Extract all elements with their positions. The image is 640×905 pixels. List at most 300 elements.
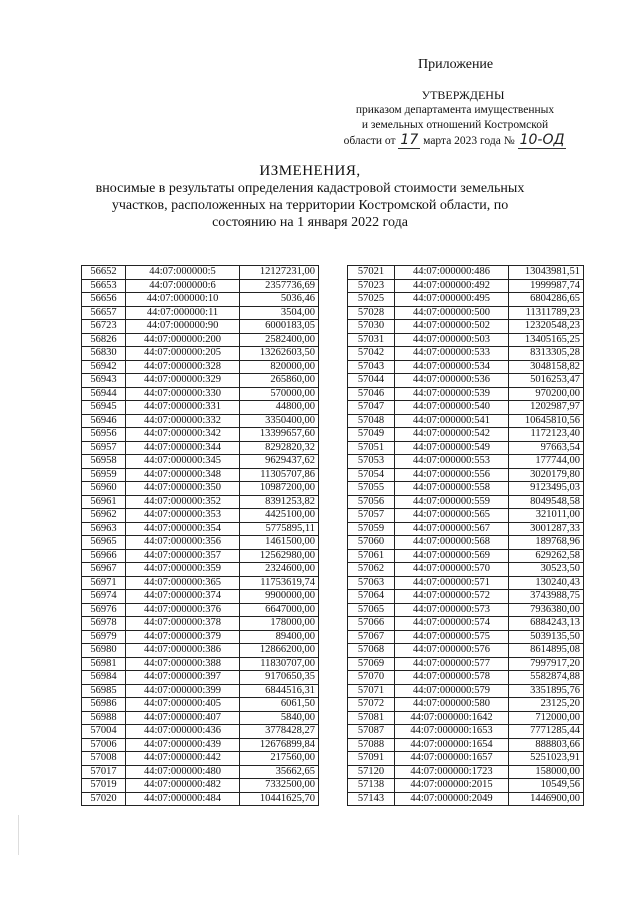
decree-day-handwritten: 17: [400, 132, 419, 148]
cadastral-value-cell: 6061,50: [240, 698, 319, 712]
row-number-cell: 57025: [348, 293, 395, 307]
cadastral-number-cell: 44:07:000000:576: [395, 644, 509, 658]
row-number-cell: 56960: [82, 482, 126, 496]
cadastral-value-cell: 44800,00: [240, 401, 319, 415]
cadastral-value-cell: 89400,00: [240, 630, 319, 644]
table-row: [348, 428, 584, 442]
cadastral-value-cell: 9170650,35: [240, 671, 319, 685]
cadastral-value-cell: 10549,56: [509, 779, 584, 793]
table-row: [82, 482, 319, 496]
row-number-cell: 56657: [82, 306, 126, 320]
row-number-cell: 56962: [82, 509, 126, 523]
table-row: [348, 347, 584, 361]
cadastral-value-cell: 888803,66: [509, 738, 584, 752]
subtitle-line-3: состоянию на 1 января 2022 года: [212, 215, 408, 230]
cadastral-value-cell: 3001287,33: [509, 522, 584, 536]
cadastral-value-cell: 4425100,00: [240, 509, 319, 523]
table-row: [348, 374, 584, 388]
row-number-cell: 56985: [82, 684, 126, 698]
cadastral-number-cell: 44:07:000000:439: [126, 738, 240, 752]
cadastral-value-cell: 178000,00: [240, 617, 319, 631]
table-row: [348, 752, 584, 766]
cadastral-number-cell: 44:07:000000:352: [126, 495, 240, 509]
cadastral-value-cell: 1999987,74: [509, 279, 584, 293]
table-row: [348, 644, 584, 658]
row-number-cell: 57063: [348, 576, 395, 590]
row-number-cell: 57042: [348, 347, 395, 361]
row-number-cell: 57059: [348, 522, 395, 536]
row-number-cell: 57047: [348, 401, 395, 415]
cadastral-value-cell: 3020179,80: [509, 468, 584, 482]
cadastral-number-cell: 44:07:000000:565: [395, 509, 509, 523]
cadastral-number-cell: 44:07:000000:436: [126, 725, 240, 739]
row-number-cell: 57028: [348, 306, 395, 320]
cadastral-number-cell: 44:07:000000:1657: [395, 752, 509, 766]
cadastral-value-cell: 7936380,00: [509, 603, 584, 617]
table-row: [348, 509, 584, 523]
cadastral-number-cell: 44:07:000000:350: [126, 482, 240, 496]
table-row: [348, 576, 584, 590]
cadastral-number-cell: 44:07:000000:378: [126, 617, 240, 631]
cadastral-number-cell: 44:07:000000:359: [126, 563, 240, 577]
cadastral-value-cell: 177744,00: [509, 455, 584, 469]
cadastral-value-cell: 1172123,40: [509, 428, 584, 442]
table-row: [82, 266, 319, 280]
cadastral-value-cell: 30523,50: [509, 563, 584, 577]
cadastral-value-cell: 3351895,76: [509, 684, 584, 698]
cadastral-value-cell: 3743988,75: [509, 590, 584, 604]
cadastral-value-cell: 8292820,32: [240, 441, 319, 455]
cadastral-number-cell: 44:07:000000:331: [126, 401, 240, 415]
row-number-cell: 57062: [348, 563, 395, 577]
cadastral-number-cell: 44:07:000000:579: [395, 684, 509, 698]
cadastral-value-cell: 6647000,00: [240, 603, 319, 617]
cadastral-number-cell: 44:07:000000:332: [126, 414, 240, 428]
table-row: [348, 563, 584, 577]
table-row: [348, 698, 584, 712]
row-number-cell: 57019: [82, 779, 126, 793]
cadastral-value-cell: 158000,00: [509, 765, 584, 779]
cadastral-value-cell: 5582874,88: [509, 671, 584, 685]
table-row: [348, 684, 584, 698]
cadastral-value-cell: 570000,00: [240, 387, 319, 401]
row-number-cell: 56965: [82, 536, 126, 550]
row-number-cell: 56652: [82, 266, 126, 280]
row-number-cell: 56656: [82, 293, 126, 307]
subtitle-line-2: участков, расположенных на территории Костромской области, по: [111, 198, 509, 213]
row-number-cell: 56958: [82, 455, 126, 469]
cadastral-value-cell: 9123495,03: [509, 482, 584, 496]
cadastral-value-cell: 7997917,20: [509, 657, 584, 671]
cadastral-value-cell: 5036,46: [240, 293, 319, 307]
cadastral-number-cell: 44:07:000000:575: [395, 630, 509, 644]
cadastral-number-cell: 44:07:000000:90: [126, 320, 240, 334]
row-number-cell: 57020: [82, 792, 126, 806]
cadastral-value-cell: 6000183,05: [240, 320, 319, 334]
table-row: [348, 711, 584, 725]
cadastral-value-cell: 130240,43: [509, 576, 584, 590]
table-row: [82, 779, 319, 793]
cadastral-value-cell: 3350400,00: [240, 414, 319, 428]
appendix-label: Приложение: [418, 57, 494, 72]
table-row: [82, 374, 319, 388]
row-number-cell: 56981: [82, 657, 126, 671]
cadastral-number-cell: 44:07:000000:1653: [395, 725, 509, 739]
table-row: [348, 293, 584, 307]
table-row: [82, 698, 319, 712]
cadastral-value-cell: 7771285,44: [509, 725, 584, 739]
cadastral-value-cell: 820000,00: [240, 360, 319, 374]
decree-line-1: приказом департамента имущественных: [355, 104, 555, 116]
cadastral-number-cell: 44:07:000000:568: [395, 536, 509, 550]
table-row: [82, 549, 319, 563]
table-row: [348, 792, 584, 806]
cadastral-number-cell: 44:07:000000:205: [126, 347, 240, 361]
cadastral-number-cell: 44:07:000000:533: [395, 347, 509, 361]
row-number-cell: 57048: [348, 414, 395, 428]
table-row: [82, 401, 319, 415]
table-row: [82, 792, 319, 806]
row-number-cell: 56944: [82, 387, 126, 401]
cadastral-number-cell: 44:07:000000:6: [126, 279, 240, 293]
cadastral-value-cell: 7332500,00: [240, 779, 319, 793]
table-row: [348, 468, 584, 482]
subtitle-line-1: вносимые в результаты определения кадастровой стоимости земельных: [95, 181, 525, 196]
table-row: [82, 320, 319, 334]
cadastral-number-cell: 44:07:000000:2049: [395, 792, 509, 806]
table-row: [348, 441, 584, 455]
row-number-cell: 56959: [82, 468, 126, 482]
cadastral-value-cell: 9629437,62: [240, 455, 319, 469]
table-row: [82, 671, 319, 685]
table-row: [348, 738, 584, 752]
cadastral-values-table-left: [81, 265, 319, 806]
cadastral-number-cell: 44:07:000000:536: [395, 374, 509, 388]
row-number-cell: 57061: [348, 549, 395, 563]
cadastral-value-cell: 11311789,23: [509, 306, 584, 320]
cadastral-number-cell: 44:07:000000:578: [395, 671, 509, 685]
table-row: [348, 414, 584, 428]
table-row: [82, 603, 319, 617]
cadastral-number-cell: 44:07:000000:480: [126, 765, 240, 779]
row-number-cell: 57064: [348, 590, 395, 604]
table-row: [82, 630, 319, 644]
table-row: [82, 576, 319, 590]
cadastral-number-cell: 44:07:000000:559: [395, 495, 509, 509]
cadastral-number-cell: 44:07:000000:386: [126, 644, 240, 658]
row-number-cell: 56967: [82, 563, 126, 577]
cadastral-value-cell: 970200,00: [509, 387, 584, 401]
cadastral-number-cell: 44:07:000000:574: [395, 617, 509, 631]
cadastral-number-cell: 44:07:000000:330: [126, 387, 240, 401]
table-row: [82, 617, 319, 631]
cadastral-value-cell: 13262603,50: [240, 347, 319, 361]
cadastral-value-cell: 6884243,13: [509, 617, 584, 631]
cadastral-value-cell: 189768,96: [509, 536, 584, 550]
cadastral-value-cell: 11305707,86: [240, 468, 319, 482]
table-row: [82, 495, 319, 509]
table-row: [348, 657, 584, 671]
cadastral-number-cell: 44:07:000000:558: [395, 482, 509, 496]
cadastral-number-cell: 44:07:000000:356: [126, 536, 240, 550]
document-title: ИЗМЕНЕНИЯ,: [259, 163, 361, 179]
row-number-cell: 57031: [348, 333, 395, 347]
row-number-cell: 56979: [82, 630, 126, 644]
table-row: [82, 347, 319, 361]
cadastral-number-cell: 44:07:000000:573: [395, 603, 509, 617]
cadastral-value-cell: 5039135,50: [509, 630, 584, 644]
row-number-cell: 56963: [82, 522, 126, 536]
row-number-cell: 56956: [82, 428, 126, 442]
row-number-cell: 56961: [82, 495, 126, 509]
table-row: [348, 779, 584, 793]
cadastral-value-cell: 10645810,56: [509, 414, 584, 428]
table-row: [348, 549, 584, 563]
cadastral-number-cell: 44:07:000000:539: [395, 387, 509, 401]
cadastral-number-cell: 44:07:000000:11: [126, 306, 240, 320]
row-number-cell: 57088: [348, 738, 395, 752]
row-number-cell: 57008: [82, 752, 126, 766]
cadastral-number-cell: 44:07:000000:534: [395, 360, 509, 374]
row-number-cell: 57091: [348, 752, 395, 766]
table-row: [348, 266, 584, 280]
scan-artifact: [18, 815, 19, 855]
cadastral-number-cell: 44:07:000000:329: [126, 374, 240, 388]
row-number-cell: 56966: [82, 549, 126, 563]
cadastral-number-cell: 44:07:000000:407: [126, 711, 240, 725]
cadastral-number-cell: 44:07:000000:549: [395, 441, 509, 455]
cadastral-value-cell: 35662,65: [240, 765, 319, 779]
cadastral-number-cell: 44:07:000000:1723: [395, 765, 509, 779]
decree-number-handwritten: 10-ОД: [519, 132, 565, 148]
cadastral-number-cell: 44:07:000000:571: [395, 576, 509, 590]
table-row: [348, 401, 584, 415]
row-number-cell: 57069: [348, 657, 395, 671]
row-number-cell: 57004: [82, 725, 126, 739]
cadastral-number-cell: 44:07:000000:344: [126, 441, 240, 455]
table-row: [82, 684, 319, 698]
table-row: [82, 711, 319, 725]
approved-label: УТВЕРЖДЕНЫ: [421, 88, 505, 102]
cadastral-value-cell: 11830707,00: [240, 657, 319, 671]
table-row: [82, 765, 319, 779]
cadastral-value-cell: 6844516,31: [240, 684, 319, 698]
row-number-cell: 57072: [348, 698, 395, 712]
table-row: [82, 522, 319, 536]
cadastral-value-cell: 8049548,58: [509, 495, 584, 509]
cadastral-value-cell: 629262,58: [509, 549, 584, 563]
row-number-cell: 57081: [348, 711, 395, 725]
row-number-cell: 56945: [82, 401, 126, 415]
cadastral-number-cell: 44:07:000000:540: [395, 401, 509, 415]
row-number-cell: 56974: [82, 590, 126, 604]
table-row: [82, 428, 319, 442]
cadastral-number-cell: 44:07:000000:500: [395, 306, 509, 320]
table-row: [348, 671, 584, 685]
cadastral-value-cell: 5775895,11: [240, 522, 319, 536]
cadastral-number-cell: 44:07:000000:345: [126, 455, 240, 469]
cadastral-number-cell: 44:07:000000:365: [126, 576, 240, 590]
row-number-cell: 57021: [348, 266, 395, 280]
cadastral-number-cell: 44:07:000000:342: [126, 428, 240, 442]
table-row: [348, 306, 584, 320]
table-row: [348, 360, 584, 374]
table-row: [348, 617, 584, 631]
row-number-cell: 56971: [82, 576, 126, 590]
row-number-cell: 57049: [348, 428, 395, 442]
table-row: [348, 482, 584, 496]
cadastral-value-cell: 8391253,82: [240, 495, 319, 509]
row-number-cell: 57071: [348, 684, 395, 698]
cadastral-value-cell: 712000,00: [509, 711, 584, 725]
table-row: [82, 360, 319, 374]
cadastral-value-cell: 8614895,08: [509, 644, 584, 658]
row-number-cell: 57023: [348, 279, 395, 293]
row-number-cell: 56988: [82, 711, 126, 725]
decree-line-3: [330, 133, 580, 149]
cadastral-number-cell: 44:07:000000:492: [395, 279, 509, 293]
table-row: [82, 752, 319, 766]
row-number-cell: 57017: [82, 765, 126, 779]
cadastral-value-cell: 13043981,51: [509, 266, 584, 280]
row-number-cell: 57054: [348, 468, 395, 482]
cadastral-number-cell: 44:07:000000:567: [395, 522, 509, 536]
cadastral-value-cell: 23125,20: [509, 698, 584, 712]
cadastral-number-cell: 44:07:000000:542: [395, 428, 509, 442]
table-row: [82, 279, 319, 293]
cadastral-number-cell: 44:07:000000:405: [126, 698, 240, 712]
row-number-cell: 56946: [82, 414, 126, 428]
row-number-cell: 56978: [82, 617, 126, 631]
cadastral-number-cell: 44:07:000000:328: [126, 360, 240, 374]
table-row: [348, 387, 584, 401]
decree-line-3-middle: марта 2023 года №: [423, 135, 515, 147]
cadastral-value-cell: 1461500,00: [240, 536, 319, 550]
table-row: [82, 509, 319, 523]
cadastral-number-cell: 44:07:000000:553: [395, 455, 509, 469]
table-row: [348, 536, 584, 550]
cadastral-number-cell: 44:07:000000:1642: [395, 711, 509, 725]
row-number-cell: 57060: [348, 536, 395, 550]
cadastral-value-cell: 13405165,25: [509, 333, 584, 347]
cadastral-value-cell: 5840,00: [240, 711, 319, 725]
row-number-cell: 57120: [348, 765, 395, 779]
document-subtitle: [70, 180, 550, 231]
table-row: [82, 414, 319, 428]
table-row: [82, 293, 319, 307]
cadastral-number-cell: 44:07:000000:442: [126, 752, 240, 766]
cadastral-number-cell: 44:07:000000:569: [395, 549, 509, 563]
table-row: [348, 765, 584, 779]
cadastral-number-cell: 44:07:000000:379: [126, 630, 240, 644]
cadastral-value-cell: 10441625,70: [240, 792, 319, 806]
row-number-cell: 57087: [348, 725, 395, 739]
row-number-cell: 56980: [82, 644, 126, 658]
row-number-cell: 57055: [348, 482, 395, 496]
table-row: [82, 738, 319, 752]
table-row: [82, 536, 319, 550]
decree-line-3-start: области от: [343, 135, 396, 147]
cadastral-number-cell: 44:07:000000:374: [126, 590, 240, 604]
cadastral-value-cell: 265860,00: [240, 374, 319, 388]
row-number-cell: 57067: [348, 630, 395, 644]
row-number-cell: 57051: [348, 441, 395, 455]
row-number-cell: 56957: [82, 441, 126, 455]
cadastral-value-cell: 5251023,91: [509, 752, 584, 766]
table-row: [82, 455, 319, 469]
cadastral-number-cell: 44:07:000000:376: [126, 603, 240, 617]
cadastral-value-cell: 12320548,23: [509, 320, 584, 334]
table-row: [348, 320, 584, 334]
row-number-cell: 56830: [82, 347, 126, 361]
table-row: [82, 441, 319, 455]
row-number-cell: 57056: [348, 495, 395, 509]
cadastral-value-cell: 97663,54: [509, 441, 584, 455]
row-number-cell: 56826: [82, 333, 126, 347]
cadastral-number-cell: 44:07:000000:1654: [395, 738, 509, 752]
cadastral-value-cell: 1202987,97: [509, 401, 584, 415]
decree-line-2: и земельных отношений Костромской: [361, 119, 549, 131]
cadastral-number-cell: 44:07:000000:357: [126, 549, 240, 563]
cadastral-value-cell: 11753619,74: [240, 576, 319, 590]
row-number-cell: 56943: [82, 374, 126, 388]
row-number-cell: 57043: [348, 360, 395, 374]
cadastral-value-cell: 6804286,65: [509, 293, 584, 307]
cadastral-number-cell: 44:07:000000:348: [126, 468, 240, 482]
cadastral-value-cell: 12562980,00: [240, 549, 319, 563]
cadastral-number-cell: 44:07:000000:556: [395, 468, 509, 482]
row-number-cell: 57046: [348, 387, 395, 401]
row-number-cell: 57066: [348, 617, 395, 631]
table-row: [348, 455, 584, 469]
cadastral-number-cell: 44:07:000000:482: [126, 779, 240, 793]
cadastral-number-cell: 44:07:000000:503: [395, 333, 509, 347]
table-row: [348, 522, 584, 536]
cadastral-value-cell: 2582400,00: [240, 333, 319, 347]
row-number-cell: 56653: [82, 279, 126, 293]
table-row: [82, 468, 319, 482]
row-number-cell: 56984: [82, 671, 126, 685]
table-row: [82, 563, 319, 577]
cadastral-number-cell: 44:07:000000:354: [126, 522, 240, 536]
cadastral-value-cell: 5016253,47: [509, 374, 584, 388]
cadastral-value-cell: 3048158,82: [509, 360, 584, 374]
table-row: [82, 644, 319, 658]
cadastral-number-cell: 44:07:000000:580: [395, 698, 509, 712]
row-number-cell: 57070: [348, 671, 395, 685]
row-number-cell: 56723: [82, 320, 126, 334]
cadastral-number-cell: 44:07:000000:388: [126, 657, 240, 671]
cadastral-number-cell: 44:07:000000:399: [126, 684, 240, 698]
cadastral-value-cell: 2324600,00: [240, 563, 319, 577]
row-number-cell: 57068: [348, 644, 395, 658]
cadastral-number-cell: 44:07:000000:570: [395, 563, 509, 577]
cadastral-value-cell: 3778428,27: [240, 725, 319, 739]
row-number-cell: 57065: [348, 603, 395, 617]
table-row: [82, 333, 319, 347]
decree-reference: [330, 103, 580, 149]
cadastral-value-cell: 2357736,69: [240, 279, 319, 293]
cadastral-number-cell: 44:07:000000:353: [126, 509, 240, 523]
table-row: [348, 495, 584, 509]
cadastral-number-cell: 44:07:000000:495: [395, 293, 509, 307]
row-number-cell: 57057: [348, 509, 395, 523]
cadastral-value-cell: 13399657,60: [240, 428, 319, 442]
cadastral-number-cell: 44:07:000000:502: [395, 320, 509, 334]
cadastral-value-cell: 10987200,00: [240, 482, 319, 496]
row-number-cell: 57006: [82, 738, 126, 752]
table-row: [348, 590, 584, 604]
